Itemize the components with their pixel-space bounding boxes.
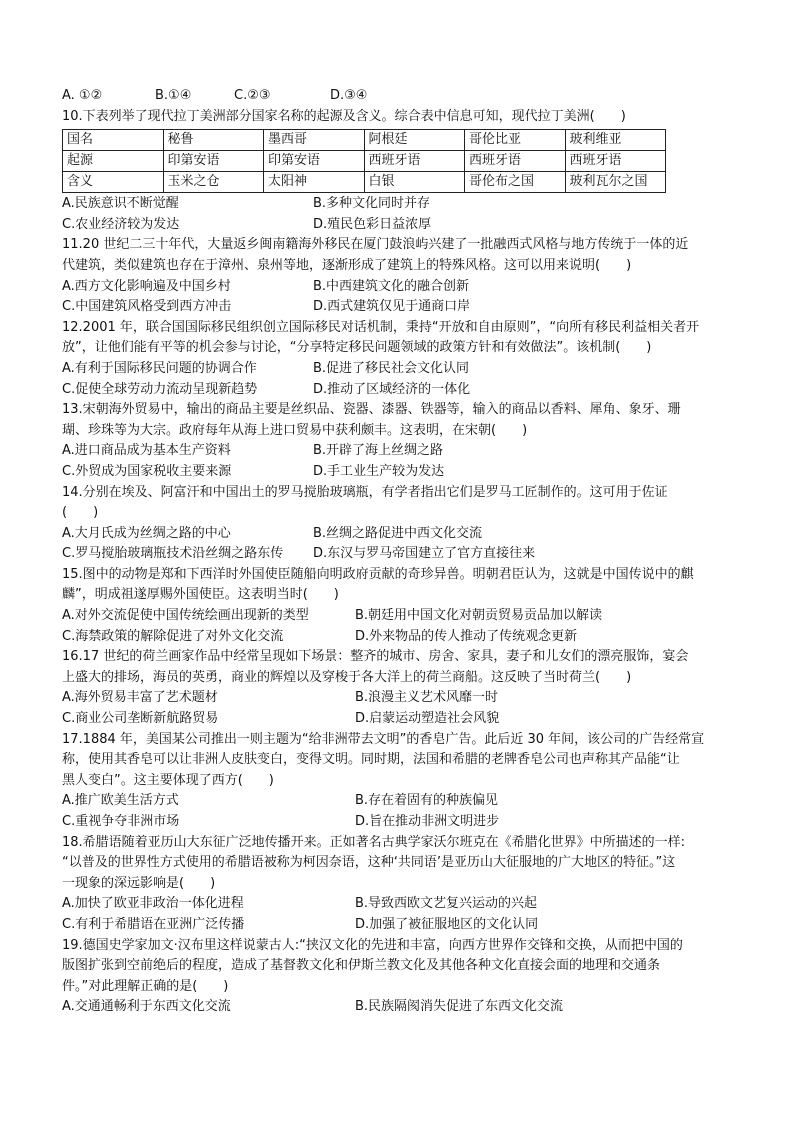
q19-option-a: A.交通通畅利于东西文化交流 [62, 999, 231, 1015]
q15-option-b: B.朝廷用中国文化对朝贡贸易贡品加以解读 [355, 608, 603, 624]
table-cell: 西班牙语 [565, 151, 666, 172]
table-cell: 西班牙语 [364, 151, 465, 172]
q15-option-a: A.对外交流促使中国传统绘画出现新的类型 [62, 608, 309, 624]
q14-option-c: C.罗马搅胎玻璃瓶技术沿丝绸之路东传 [62, 546, 284, 562]
q11-stem-line: 11.20 世纪二三十年代，大量返乡闽南籍海外移民在厦门鼓浪屿兴建了一批融西式风格与地方传统于一体的近 [62, 237, 689, 253]
table-cell: 玉米之仓 [163, 172, 264, 193]
q14-option-d: D.东汉与罗马帝国建立了官方直接往来 [313, 546, 536, 562]
q11-options-row-1 [62, 277, 734, 298]
q10-option-d: D.殖民色彩日益浓厚 [313, 216, 432, 232]
q10-stem: 10.下表列举了现代拉丁美洲部分国家名称的起源及含义。综合表中信息可知，现代拉丁美洲( ) [62, 108, 626, 124]
table-cell: 西班牙语 [465, 151, 566, 172]
table-cell: 印第安语 [264, 151, 365, 172]
q18-options-row-2 [62, 915, 734, 936]
q18-options-row-1 [62, 894, 734, 915]
table-row [63, 172, 666, 193]
q19-option-b: B.民族隔阂消失促进了东西文化交流 [355, 999, 564, 1015]
q17-options-row-2 [62, 812, 734, 833]
q17-option-b: B.存在着固有的种族偏见 [355, 793, 499, 809]
q12-stem-line: 放”，让他们能有平等的机会参与讨论，“分享特定移民问题领域的政策方针和有效做法”。该机制( ) [62, 340, 652, 356]
q18-option-d: D.加强了被征服地区的文化认同 [355, 916, 539, 932]
q19-stem-line: 19.德国史学家加文·汉布里这样说蒙古人:“挟汉文化的先进和丰富，向西方世界作交锋和交换，从而把中国的 [62, 937, 683, 953]
table-cell: 太阳神 [264, 172, 365, 193]
q18-stem-line: 一现象的深远影响是( ) [62, 875, 216, 891]
table-cell: 哥伦布之国 [465, 172, 566, 193]
q13-stem-line: 瑚、珍珠等为大宗。政府每年从海上进口贸易中获利颇丰。这表明，在宋朝( ) [62, 422, 528, 438]
q15-option-d: D.外来物品的传人推动了传统观念更新 [355, 628, 578, 644]
q17-stem-line: 17.1884 年，美国某公司推出一则主题为“给非洲带去文明”的香皂广告。此后近 30 年间，该公司的广告经常宣 [62, 731, 705, 747]
q10-option-a: A.民族意识不断觉醒 [62, 196, 179, 212]
table-cell: 国名 [63, 130, 164, 151]
table-cell: 哥伦比亚 [465, 130, 566, 151]
q16-option-b: B.浪漫主义艺术风靡一时 [355, 690, 499, 706]
table-cell: 白银 [364, 172, 465, 193]
q15-stem-line: 麟”，明成祖遂厚赐外国使臣。这表明当时( ) [62, 587, 339, 603]
q15-options-row-2 [62, 627, 734, 648]
table-cell: 玻利维亚 [565, 130, 666, 151]
q13-option-d: D.手工业生产较为发达 [313, 463, 445, 479]
q17-options-row-1 [62, 791, 734, 812]
q13-option-c: C.外贸成为国家税收主要来源 [62, 463, 232, 479]
q11-option-b: B.中西建筑文化的融合创新 [313, 278, 470, 294]
q16-stem-line: 16.17 世纪的荷兰画家作品中经常呈现如下场景：整齐的城市、房舍、家具，妻子和儿女们的漂亮服饰，宴会 [62, 649, 689, 665]
q14-options-row-2 [62, 544, 734, 565]
q15-option-c: C.海禁政策的解除促进了对外文化交流 [62, 628, 284, 644]
q11-options-row-2 [62, 297, 734, 318]
q11-option-a: A.西方文化影响遍及中国乡村 [62, 278, 231, 294]
q15-options-row-1 [62, 606, 734, 627]
option-d: D.③④ [330, 88, 368, 103]
q18-option-b: B.导致西欧文艺复兴运动的兴起 [355, 896, 538, 912]
q17-option-d: D.旨在推动非洲文明进步 [355, 814, 500, 829]
q14-option-b: B.丝绸之路促进中西文化交流 [313, 525, 483, 541]
option-a: A. ①② [62, 88, 103, 103]
q12-option-b: B.促进了移民社会文化认同 [313, 360, 470, 376]
q14-stem-line: 14.分别在埃及、阿富汗和中国出土的罗马搅胎玻璃瓶，有学者指出它们是罗马工匠制作的。这可用于佐证 [62, 484, 668, 500]
q14-stem-line: ( ) [62, 505, 99, 521]
q16-option-c: C.商业公司垄断新航路贸易 [62, 711, 219, 727]
exam-page [62, 86, 734, 1018]
q16-option-d: D.启蒙运动塑造社会风貌 [355, 711, 500, 727]
q13-option-a: A.进口商品成为基本生产资料 [62, 443, 231, 459]
q17-option-c: C.重视争夺非洲市场 [62, 814, 180, 829]
table-row [63, 130, 666, 151]
q13-option-b: B.开辟了海上丝绸之路 [313, 443, 444, 459]
q18-stem-line: 18.希腊语随着亚历山大东征广泛地传播开来。正如著名古典学家沃尔班克在《希腊化世界》中所描述的一样: [62, 834, 686, 850]
q12-options-row-2 [62, 380, 734, 401]
table-row [63, 151, 666, 172]
table-cell: 阿根廷 [364, 130, 465, 151]
q18-option-c: C.有利于希腊语在亚洲广泛传播 [62, 916, 245, 932]
option-b: B.①④ [155, 88, 192, 103]
table-cell: 墨西哥 [264, 130, 365, 151]
q12-options-row-1 [62, 359, 734, 380]
q18-stem-line: “以普及的世界性方式使用的希腊语被称为柯因奈语，这种‘共同语’是亚历山大征服地的广大地区的特征。”这 [62, 855, 676, 871]
prev-question-options [62, 86, 734, 107]
table-cell: 玻利瓦尔之国 [565, 172, 666, 193]
q13-options-row-2 [62, 462, 734, 483]
q18-option-a: A.加快了欧亚非政治一体化进程 [62, 896, 244, 912]
q19-options-row-1 [62, 997, 734, 1018]
q14-options-row-1 [62, 524, 734, 545]
q12-stem-line: 12.2001 年，联合国国际移民组织创立国际移民对话机制，秉持“开放和自由原则”，“向所有移民利益相关者开 [62, 319, 700, 335]
q11-stem-line: 代建筑，类似建筑也存在于漳州、泉州等地，逐渐形成了建筑上的特殊风格。这可以用来说明( ) [62, 257, 632, 273]
q10-option-b: B.多种文化同时并存 [313, 196, 431, 212]
q11-option-d: D.西式建筑仅见于通商口岸 [313, 299, 471, 315]
q19-stem-line: 版图扩张到空前绝后的程度，造成了基督教文化和伊斯兰教文化及其他各种文化直接会面的地理和交通条 [62, 958, 661, 974]
table-cell: 含义 [63, 172, 164, 193]
q17-stem-line: 称，使用其香皂可以让非洲人皮肤变白，变得文明。同时期，法国和希腊的老牌香皂公司也声称其产品能“让 [62, 752, 680, 768]
q12-option-d: D.推动了区域经济的一体化 [313, 381, 471, 397]
q17-stem-line: 黑人变白”。这主要体现了西方( ) [62, 772, 274, 788]
q16-option-a: A.海外贸易丰富了艺术题材 [62, 690, 218, 706]
q10-option-c: C.农业经济较为发达 [62, 216, 180, 232]
q14-option-a: A.大月氏成为丝绸之路的中心 [62, 525, 231, 541]
option-c: C.②③ [234, 88, 271, 103]
q11-option-c: C.中国建筑风格受到西方冲击 [62, 299, 232, 315]
q15-stem-line: 15.图中的动物是郑和下西洋时外国使臣随船向明政府贡献的奇珍异兽。明朝君臣认为，这就是中国传说中的麒 [62, 566, 694, 582]
country-name-table [62, 129, 666, 193]
table-cell: 秘鲁 [163, 130, 264, 151]
q12-option-c: C.促使全球劳动力流动呈现新趋势 [62, 381, 258, 397]
table-cell: 印第安语 [163, 151, 264, 172]
q12-option-a: A.有利于国际移民问题的协调合作 [62, 360, 257, 376]
q16-options-row-1 [62, 688, 734, 709]
q10-options-row-2 [62, 215, 734, 236]
table-cell: 起源 [63, 151, 164, 172]
q17-option-a: A.推广欧美生活方式 [62, 793, 179, 809]
q16-options-row-2 [62, 709, 734, 730]
q13-stem-line: 13.宋朝海外贸易中，输出的商品主要是丝织品、瓷器、漆器、铁器等，输入的商品以香料、犀角、象牙、珊 [62, 402, 681, 418]
q13-options-row-1 [62, 441, 734, 462]
q16-stem-line: 上盛大的排场，海员的英勇，商业的辉煌以及穿梭于各大洋上的荷兰商船。这反映了当时荷兰( ) [62, 669, 632, 685]
q10-options-row-1 [62, 194, 734, 215]
q19-stem-line: 件。”对此理解正确的是( ) [62, 978, 229, 994]
